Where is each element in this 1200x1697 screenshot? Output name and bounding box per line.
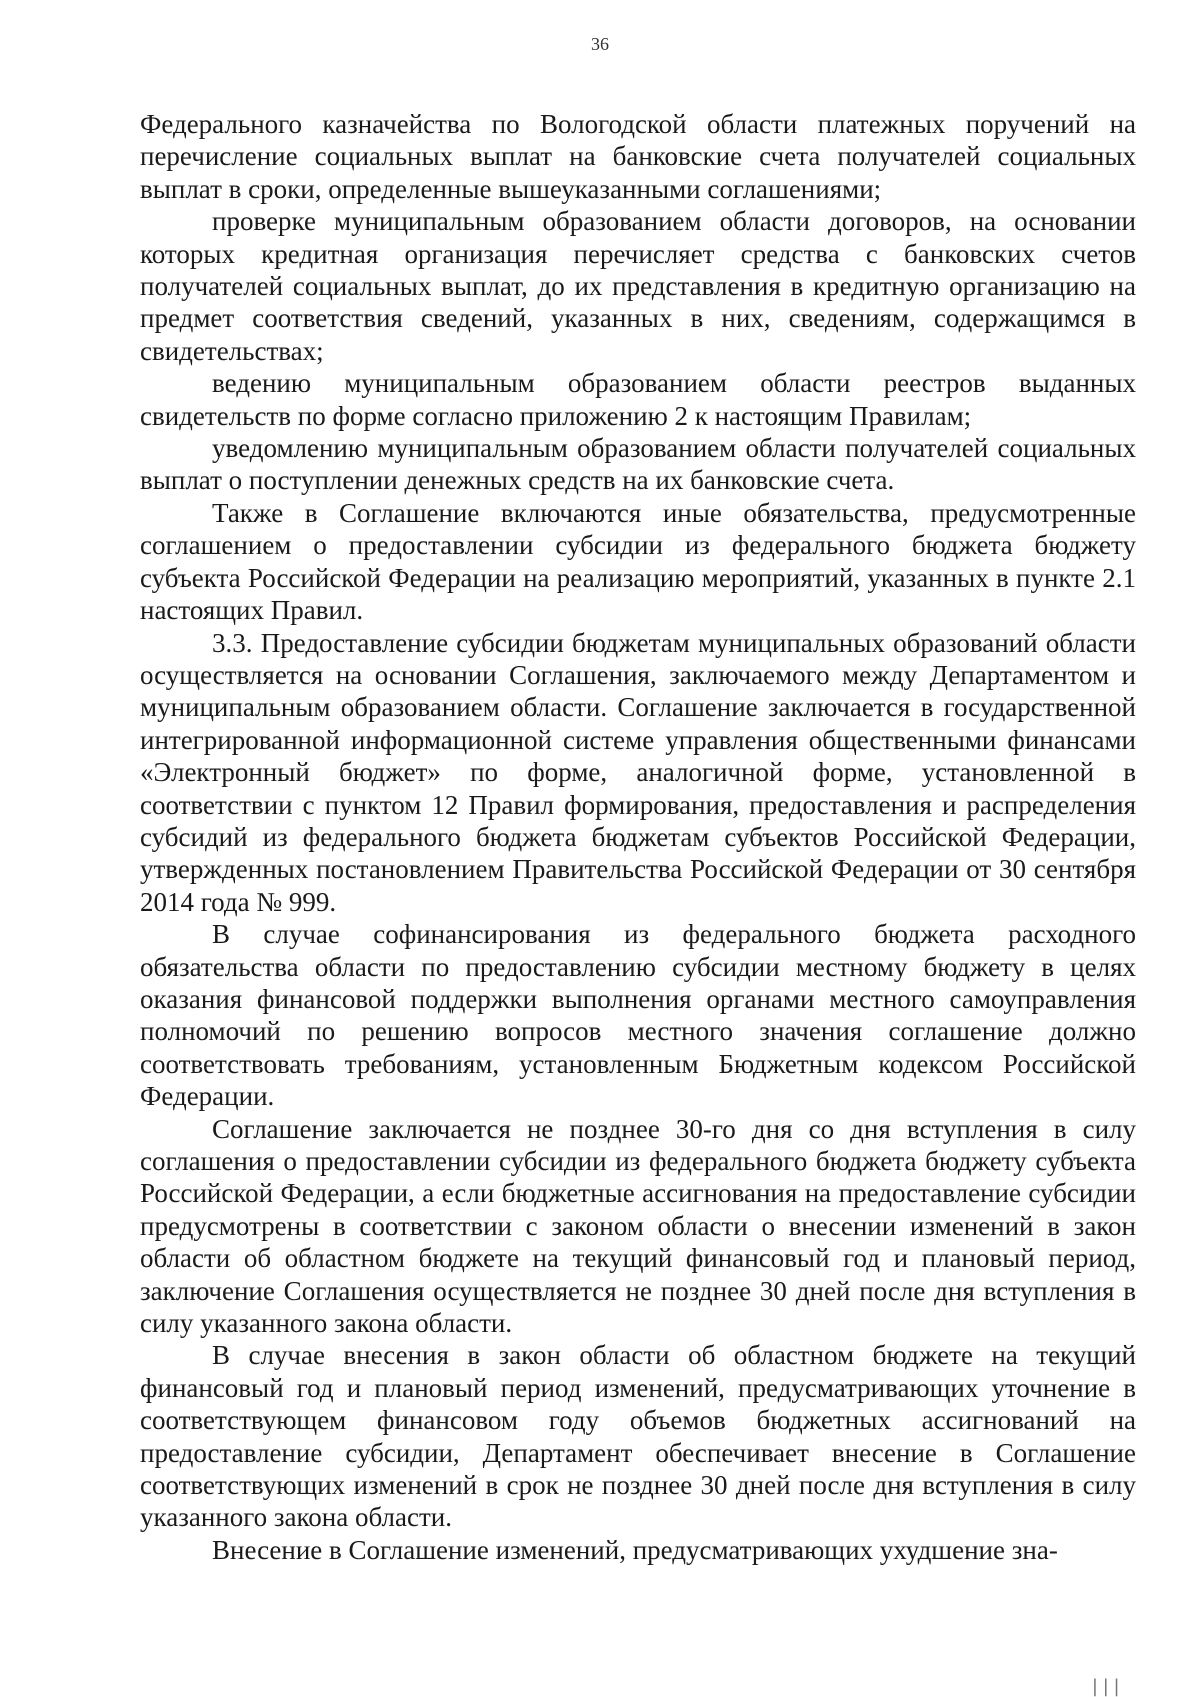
paragraph-7: В случае софинансирования из федерального бюджета расходного обязательства области по предоставлению субсидии местному бюджету в целях оказания финансовой поддержки выполнения органами местного самоуправления полномочий по решению вопросов местного значения соглашение должно соответствовать требованиям, установленным Бюджетным кодексом Российской Федерации.: [140, 919, 1136, 1112]
paragraph-8: Соглашение заключается не позднее 30-го дня со дня вступления в силу соглашения о предоставлении субсидии из федерального бюджета бюджету субъекта Российской Федерации, а если бюджетные ассигнования на предоставление субсидии предусмотрены в соответствии с законом области о внесении изменений в закон области об областном бюджете на текущий финансовый год и плановый период, заключение Соглашения осуществляется не позднее 30 дней после дня вступления в силу указанного закона области.: [140, 1113, 1136, 1339]
scan-marks: |||: [1089, 1676, 1122, 1697]
page-number: 36: [591, 34, 609, 54]
paragraph-4: уведомлению муниципальным образованием области получателей социальных выплат о поступлении денежных средств на их банковские счета.: [140, 433, 1136, 496]
paragraph-1: Федерального казначейства по Вологодской области платежных поручений на перечисление социальных выплат на банковские счета получателей социальных выплат в сроки, определенные вышеуказанными соглашениями;: [140, 109, 1136, 204]
paragraph-3: ведению муниципальным образованием области реестров выданных свидетельств по форме согласно приложению 2 к настоящим Правилам;: [140, 368, 1136, 431]
paragraph-10: Внесение в Соглашение изменений, предусматривающих ухудшение зна-: [212, 1534, 1058, 1565]
paragraph-6: 3.3. Предоставление субсидии бюджетам муниципальных образований области осуществляется на основании Соглашения, заключаемого между Департаментом и муниципальным образованием области. Соглашение заключается в государственной интегрированной информационной системе управления общественными финансами «Электронный бюджет» по форме, аналогичной форме, установленной в соответствии с пунктом 12 Правил формирования, предоставления и распределения субсидий из федерального бюджета бюджетам субъектов Российской Федерации, утвержденных постановлением Правительства Российской Федерации от 30 сентября 2014 года № 999.: [140, 627, 1136, 917]
document-body: [140, 108, 1136, 1566]
paragraph-5: Также в Соглашение включаются иные обязательства, предусмотренные соглашением о предоставлении субсидии из федерального бюджета бюджету субъекта Российской Федерации на реализацию мероприятий, указанных в пункте 2.1 настоящих Правил.: [140, 497, 1136, 626]
paragraph-9: В случае внесения в закон области об областном бюджете на текущий финансовый год и плановый период изменений, предусматривающих уточнение в соответствующем финансовом году объемов бюджетных ассигнований на предоставление субсидии, Департамент обеспечивает внесение в Соглашение соответствующих изменений в срок не позднее 30 дней после дня вступления в силу указанного закона области.: [140, 1340, 1136, 1533]
paragraph-2: проверке муниципальным образованием области договоров, на основании которых кредитная организация перечисляет средства с банковских счетов получателей социальных выплат, до их представления в кредитную организацию на предмет соответствия сведений, указанных в них, сведениям, содержащимся в свидетельствах;: [140, 206, 1136, 366]
